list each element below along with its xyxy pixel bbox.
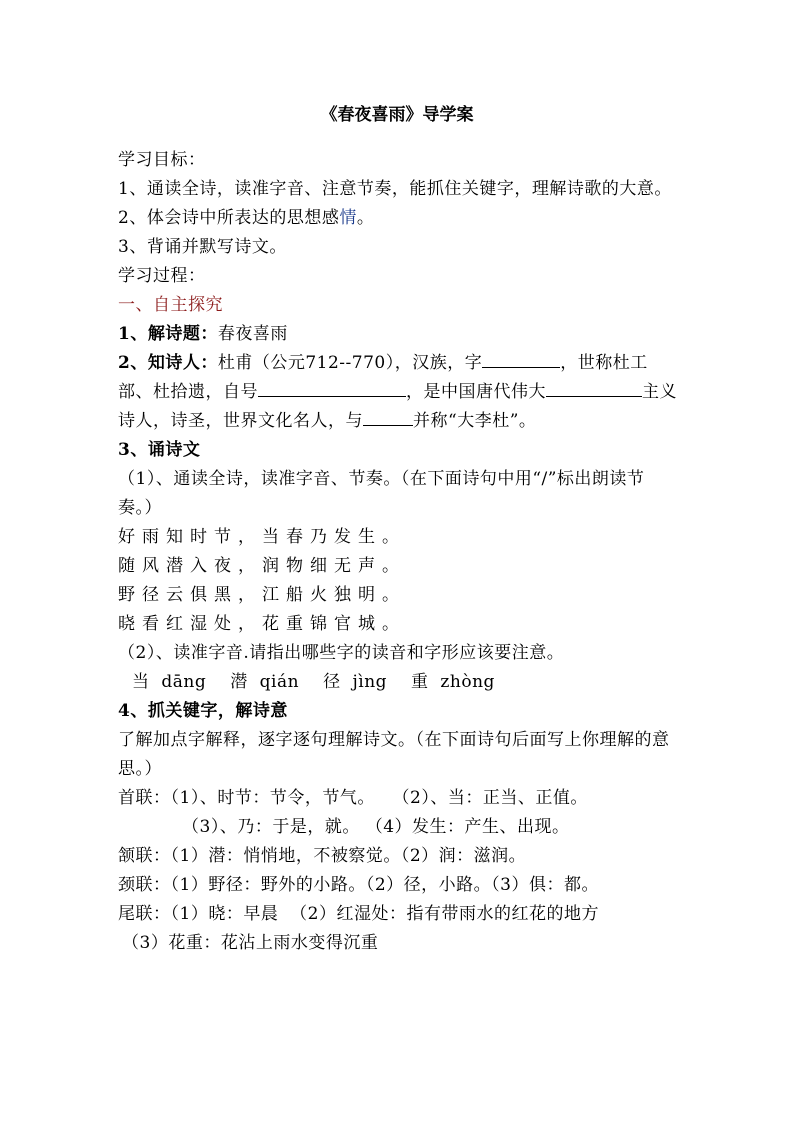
item-2-text-3: ，是中国唐代伟大 <box>406 382 546 402</box>
pronunciation-item: 潜 qián <box>230 672 300 692</box>
goal-2 <box>118 204 678 233</box>
goal-3: 3、背诵并默写诗文。 <box>118 237 287 257</box>
item-2-text-1: 杜甫（公元712--770），汉族，字 <box>217 353 483 373</box>
item-1-text: 春夜喜雨 <box>217 324 288 344</box>
pronunciation-item: 当 dāng <box>132 672 207 692</box>
blank-pen-name[interactable] <box>258 378 406 397</box>
goal-2-highlight: 情 <box>339 208 357 228</box>
item-2-text-2: ，世称杜工部、杜拾遗，自号 <box>118 353 648 402</box>
item-1-label: 1、解诗题： <box>118 324 218 344</box>
goal-2-text: 2、体会诗中所表达的思想感 <box>118 208 340 228</box>
poem-line: 随风潜入夜，润物细无声。 <box>118 556 406 576</box>
note-line: 颔联：（1）潜：悄悄地，不被察觉。（2）润：滋润。 <box>118 846 527 866</box>
note-line: 尾联：（1）晓：早晨 （2）红湿处：指有带雨水的红花的地方 <box>118 904 599 924</box>
item-1 <box>118 320 678 349</box>
item-2-label: 2、知诗人： <box>118 353 218 373</box>
note-line: （3）花重：花沾上雨水变得沉重 <box>122 933 379 953</box>
blank-poet[interactable] <box>363 407 413 426</box>
blank-courtesy-name[interactable] <box>482 349 560 368</box>
goal-1: 1、通读全诗，读准字音、注意节奏，能抓住关键字，理解诗歌的大意。 <box>118 179 672 199</box>
item-2 <box>118 349 678 436</box>
item-4-label: 4、抓关键字，解诗意 <box>118 701 288 721</box>
page-title: 《春夜喜雨》导学案 <box>320 105 474 125</box>
goal-2-end: 。 <box>356 208 375 228</box>
item-2-text-4: 主义诗人，诗圣，世界文化名人，与 <box>118 382 677 431</box>
item-3-sub-1: （1）、通读全诗，读准字音、节奏。（在下面诗句中用“/”标出朗读节奏。） <box>118 469 645 518</box>
pronunciation-list <box>118 668 678 697</box>
poem-line: 好雨知时节，当春乃发生。 <box>118 527 406 547</box>
poem-line: 野径云俱黑，江船火独明。 <box>118 585 406 605</box>
item-3-sub-2: （2）、读准字音.请指出哪些字的读音和字形应该要注意。 <box>118 643 565 663</box>
pronunciation-item: 径 jìng <box>323 672 388 692</box>
section-heading: 一、自主探究 <box>118 295 223 315</box>
goals-label: 学习目标： <box>118 150 206 170</box>
document-body <box>118 146 678 958</box>
note-line: 首联：（1）、时节：节令，节气。 （2）、当：正当、正值。 <box>118 788 588 808</box>
item-2-text-5: 并称“大李杜”。 <box>413 411 537 431</box>
pronunciation-item: 重 zhòng <box>411 672 495 692</box>
item-4-intro: 了解加点字解释，逐字逐句理解诗文。（在下面诗句后面写上你理解的意思。） <box>118 730 670 779</box>
item-3-label: 3、诵诗文 <box>118 440 201 460</box>
process-label: 学习过程： <box>118 266 206 286</box>
blank-school[interactable] <box>546 378 642 397</box>
note-line: 颈联：（1）野径：野外的小路。（2）径，小路。（3）俱：都。 <box>118 875 599 895</box>
note-line: （3）、乃：于是，就。 （4）发生：产生、出现。 <box>182 817 570 837</box>
poem-line: 晓看红湿处，花重锦官城。 <box>118 614 406 634</box>
